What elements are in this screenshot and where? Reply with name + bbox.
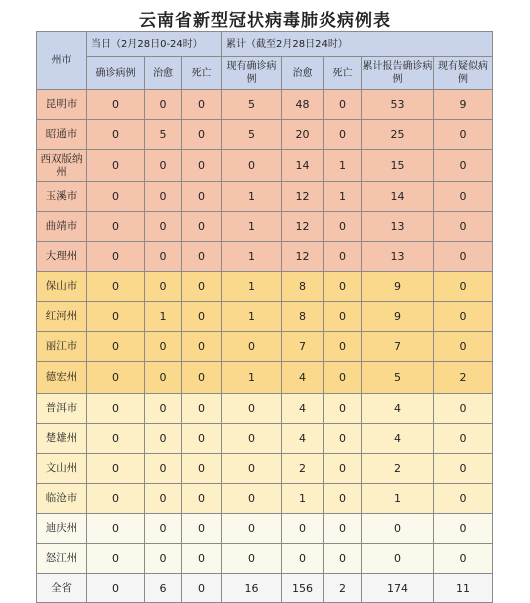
value-cell: 0 [87, 332, 145, 362]
value-cell: 0 [145, 90, 182, 120]
value-cell: 13 [362, 242, 434, 272]
value-cell: 0 [145, 182, 182, 212]
daily-deaths-header: 死亡 [182, 57, 222, 90]
value-cell: 4 [282, 394, 324, 424]
value-cell: 0 [324, 242, 362, 272]
value-cell: 0 [434, 302, 493, 332]
value-cell: 1 [324, 150, 362, 182]
value-cell: 0 [145, 394, 182, 424]
value-cell: 1 [222, 242, 282, 272]
table-row [37, 544, 493, 574]
value-cell: 5 [145, 120, 182, 150]
value-cell: 0 [324, 332, 362, 362]
value-cell: 8 [282, 302, 324, 332]
region-name-cell: 文山州 [37, 454, 87, 484]
cum-deaths-header: 死亡 [324, 57, 362, 90]
value-cell: 0 [324, 454, 362, 484]
table-row [37, 362, 493, 394]
value-cell: 5 [222, 120, 282, 150]
region-name-cell: 普洱市 [37, 394, 87, 424]
value-cell: 0 [324, 514, 362, 544]
value-cell: 4 [362, 394, 434, 424]
value-cell: 8 [282, 272, 324, 302]
table-row [37, 454, 493, 484]
value-cell: 13 [362, 212, 434, 242]
value-cell: 1 [222, 182, 282, 212]
value-cell: 0 [324, 302, 362, 332]
value-cell: 0 [362, 514, 434, 544]
value-cell: 1 [222, 272, 282, 302]
region-name-cell: 怒江州 [37, 544, 87, 574]
table-row [37, 120, 493, 150]
value-cell: 0 [145, 514, 182, 544]
daily-cured-header: 治愈 [145, 57, 182, 90]
value-cell: 0 [145, 272, 182, 302]
value-cell: 2 [362, 454, 434, 484]
value-cell: 0 [182, 182, 222, 212]
table-row [37, 150, 493, 182]
region-name-cell: 德宏州 [37, 362, 87, 394]
value-cell: 0 [145, 544, 182, 574]
value-cell: 0 [434, 394, 493, 424]
total-value-cell: 16 [222, 574, 282, 603]
header-row-groups [37, 32, 493, 57]
value-cell: 0 [182, 544, 222, 574]
value-cell: 53 [362, 90, 434, 120]
value-cell: 0 [182, 242, 222, 272]
value-cell: 1 [222, 362, 282, 394]
total-label-cell: 全省 [37, 574, 87, 603]
table-row [37, 514, 493, 544]
region-name-cell: 丽江市 [37, 332, 87, 362]
value-cell: 1 [362, 484, 434, 514]
value-cell: 0 [182, 90, 222, 120]
table-title: 云南省新型冠状病毒肺炎病例表 [139, 11, 391, 31]
value-cell: 0 [87, 120, 145, 150]
value-cell: 0 [324, 394, 362, 424]
value-cell: 0 [182, 150, 222, 182]
value-cell: 0 [434, 150, 493, 182]
value-cell: 0 [434, 424, 493, 454]
total-value-cell: 2 [324, 574, 362, 603]
value-cell: 2 [434, 362, 493, 394]
value-cell: 9 [434, 90, 493, 120]
value-cell: 0 [87, 302, 145, 332]
value-cell: 0 [182, 484, 222, 514]
value-cell: 0 [282, 514, 324, 544]
value-cell: 0 [324, 272, 362, 302]
value-cell: 0 [182, 454, 222, 484]
value-cell: 0 [182, 362, 222, 394]
value-cell: 0 [87, 90, 145, 120]
value-cell: 0 [434, 272, 493, 302]
value-cell: 0 [145, 484, 182, 514]
region-name-cell: 保山市 [37, 272, 87, 302]
region-name-cell: 西双版纳州 [37, 150, 87, 182]
table-row [37, 332, 493, 362]
value-cell: 14 [362, 182, 434, 212]
value-cell: 0 [87, 182, 145, 212]
region-name-cell: 迪庆州 [37, 514, 87, 544]
value-cell: 9 [362, 302, 434, 332]
region-header: 州市 [37, 32, 87, 90]
value-cell: 9 [362, 272, 434, 302]
header-row-columns [37, 57, 493, 90]
value-cell: 0 [434, 332, 493, 362]
value-cell: 0 [182, 514, 222, 544]
value-cell: 0 [222, 484, 282, 514]
value-cell: 0 [87, 362, 145, 394]
value-cell: 0 [87, 150, 145, 182]
value-cell: 0 [434, 544, 493, 574]
value-cell: 0 [434, 454, 493, 484]
region-name-cell: 楚雄州 [37, 424, 87, 454]
value-cell: 1 [282, 484, 324, 514]
value-cell: 0 [182, 212, 222, 242]
value-cell: 0 [87, 454, 145, 484]
value-cell: 7 [282, 332, 324, 362]
value-cell: 0 [145, 242, 182, 272]
value-cell: 1 [324, 182, 362, 212]
value-cell: 0 [434, 514, 493, 544]
value-cell: 0 [87, 394, 145, 424]
value-cell: 0 [434, 212, 493, 242]
total-value-cell: 174 [362, 574, 434, 603]
value-cell: 1 [222, 212, 282, 242]
value-cell: 14 [282, 150, 324, 182]
value-cell: 0 [324, 90, 362, 120]
value-cell: 0 [222, 454, 282, 484]
region-name-cell: 临沧市 [37, 484, 87, 514]
current-confirmed-header: 现有确诊病例 [222, 57, 282, 90]
table-row [37, 182, 493, 212]
value-cell: 0 [87, 514, 145, 544]
table-row [37, 212, 493, 242]
value-cell: 0 [87, 424, 145, 454]
value-cell: 0 [434, 120, 493, 150]
value-cell: 0 [145, 150, 182, 182]
table-row [37, 424, 493, 454]
value-cell: 0 [222, 394, 282, 424]
value-cell: 4 [362, 424, 434, 454]
value-cell: 0 [282, 544, 324, 574]
total-value-cell: 0 [182, 574, 222, 603]
region-name-cell: 玉溪市 [37, 182, 87, 212]
cumulative-group-header: 累计（截至2月28日24时） [222, 32, 493, 57]
value-cell: 15 [362, 150, 434, 182]
value-cell: 0 [222, 514, 282, 544]
value-cell: 4 [282, 424, 324, 454]
value-cell: 12 [282, 242, 324, 272]
value-cell: 5 [362, 362, 434, 394]
total-value-cell: 156 [282, 574, 324, 603]
value-cell: 0 [222, 424, 282, 454]
region-name-cell: 曲靖市 [37, 212, 87, 242]
value-cell: 0 [87, 544, 145, 574]
value-cell: 0 [145, 424, 182, 454]
region-name-cell: 昭通市 [37, 120, 87, 150]
value-cell: 0 [182, 272, 222, 302]
table-row [37, 272, 493, 302]
value-cell: 0 [324, 120, 362, 150]
table-row [37, 302, 493, 332]
value-cell: 0 [145, 362, 182, 394]
value-cell: 2 [282, 454, 324, 484]
value-cell: 0 [222, 544, 282, 574]
table-row [37, 242, 493, 272]
value-cell: 0 [87, 242, 145, 272]
region-name-cell: 红河州 [37, 302, 87, 332]
value-cell: 1 [222, 302, 282, 332]
value-cell: 0 [145, 332, 182, 362]
table-body [37, 90, 493, 603]
total-value-cell: 6 [145, 574, 182, 603]
table-row [37, 484, 493, 514]
value-cell: 0 [324, 544, 362, 574]
current-suspected-header: 现有疑似病例 [434, 57, 493, 90]
value-cell: 0 [434, 242, 493, 272]
value-cell: 0 [324, 362, 362, 394]
value-cell: 0 [434, 182, 493, 212]
value-cell: 20 [282, 120, 324, 150]
value-cell: 0 [324, 424, 362, 454]
value-cell: 0 [87, 272, 145, 302]
value-cell: 1 [145, 302, 182, 332]
cum-cured-header: 治愈 [282, 57, 324, 90]
value-cell: 0 [182, 120, 222, 150]
value-cell: 0 [182, 302, 222, 332]
case-table [36, 31, 493, 603]
value-cell: 48 [282, 90, 324, 120]
value-cell: 4 [282, 362, 324, 394]
region-name-cell: 大理州 [37, 242, 87, 272]
value-cell: 0 [87, 484, 145, 514]
daily-group-header: 当日（2月28日0-24时） [87, 32, 222, 57]
region-name-cell: 昆明市 [37, 90, 87, 120]
value-cell: 0 [222, 332, 282, 362]
value-cell: 0 [145, 212, 182, 242]
value-cell: 25 [362, 120, 434, 150]
value-cell: 0 [434, 484, 493, 514]
value-cell: 0 [222, 150, 282, 182]
value-cell: 0 [324, 212, 362, 242]
value-cell: 5 [222, 90, 282, 120]
value-cell: 12 [282, 212, 324, 242]
value-cell: 0 [87, 212, 145, 242]
value-cell: 0 [324, 484, 362, 514]
value-cell: 0 [145, 454, 182, 484]
value-cell: 12 [282, 182, 324, 212]
daily-confirmed-header: 确诊病例 [87, 57, 145, 90]
value-cell: 7 [362, 332, 434, 362]
value-cell: 0 [182, 424, 222, 454]
table-row [37, 90, 493, 120]
cum-reported-header: 累计报告确诊病例 [362, 57, 434, 90]
total-value-cell: 0 [87, 574, 145, 603]
value-cell: 0 [362, 544, 434, 574]
total-row [37, 574, 493, 603]
value-cell: 0 [182, 332, 222, 362]
value-cell: 0 [182, 394, 222, 424]
total-value-cell: 11 [434, 574, 493, 603]
table-row [37, 394, 493, 424]
